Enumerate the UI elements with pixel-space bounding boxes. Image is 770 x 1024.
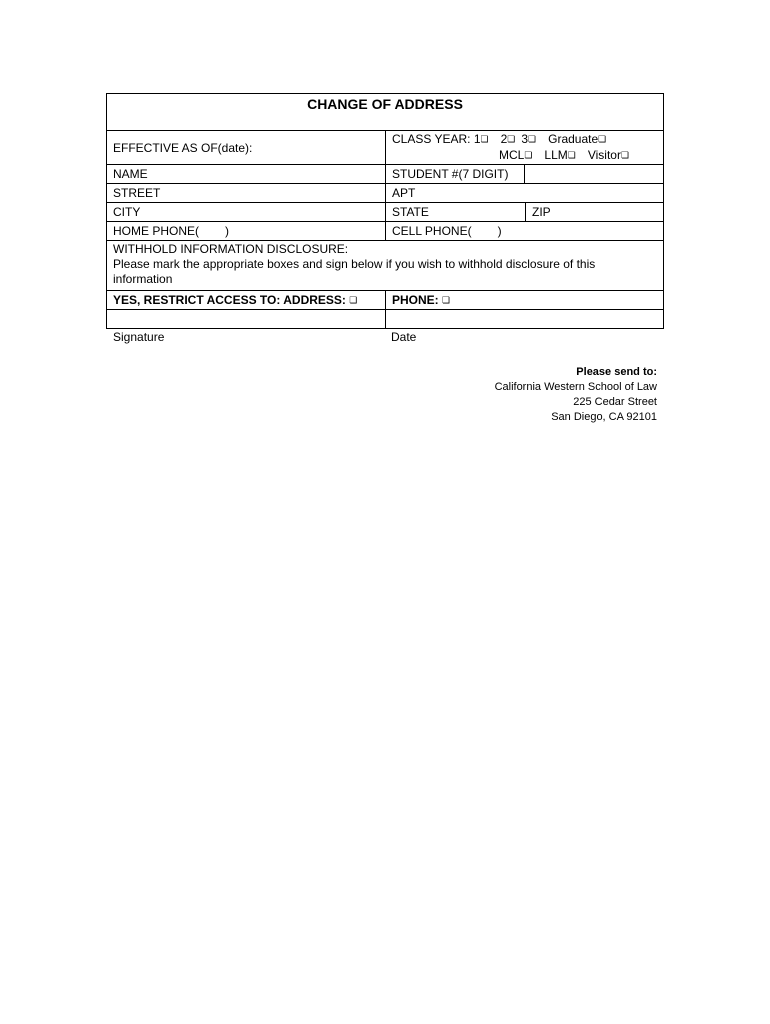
class-year-1-checkbox[interactable]: ❏ xyxy=(480,135,489,145)
student-number-input[interactable] xyxy=(525,165,663,183)
date-label: Date xyxy=(391,330,417,344)
signature-label: Signature xyxy=(113,330,165,344)
class-year-2-label: 2 xyxy=(500,132,508,146)
visitor-label: Visitor xyxy=(587,148,621,162)
class-year-3-label: 3 xyxy=(521,132,529,146)
name-row xyxy=(107,164,663,183)
effective-date-field[interactable] xyxy=(107,131,386,164)
home-phone-field[interactable] xyxy=(107,222,386,240)
city-label: CITY xyxy=(113,205,141,219)
withhold-heading: WITHHOLD INFORMATION DISCLOSURE: xyxy=(113,242,349,256)
phone-row xyxy=(107,221,663,240)
apt-label: APT xyxy=(392,186,416,200)
graduate-label: Graduate xyxy=(548,132,599,146)
city-field[interactable] xyxy=(107,203,386,221)
mcl-label: MCL xyxy=(499,148,525,162)
class-year-label: CLASS YEAR: 1 xyxy=(392,132,481,146)
restrict-address-label: YES, RESTRICT ACCESS TO: ADDRESS: xyxy=(113,293,346,307)
restrict-row xyxy=(107,290,663,309)
send-to-line-3: San Diego, CA 92101 xyxy=(551,411,657,423)
zip-label: ZIP xyxy=(532,205,551,219)
state-zip-field xyxy=(386,203,663,221)
mcl-checkbox[interactable]: ❏ xyxy=(524,151,533,161)
effective-date-label: EFFECTIVE AS OF(date): xyxy=(113,140,253,155)
send-to-line-2: 225 Cedar Street xyxy=(573,396,657,408)
change-of-address-form xyxy=(106,93,664,329)
restrict-phone-checkbox[interactable]: ❏ xyxy=(442,296,451,306)
effective-row xyxy=(107,130,663,164)
graduate-checkbox[interactable]: ❏ xyxy=(598,135,607,145)
cell-phone-close: ) xyxy=(497,224,502,238)
home-phone-close: ) xyxy=(225,224,230,238)
street-label: STREET xyxy=(113,186,161,200)
city-row xyxy=(107,202,663,221)
restrict-phone-field xyxy=(386,291,663,309)
form-title: CHANGE OF ADDRESS xyxy=(307,96,463,112)
state-label: STATE xyxy=(392,205,429,219)
street-field[interactable] xyxy=(107,184,386,202)
restrict-address-field xyxy=(107,291,386,309)
withhold-instructions: Please mark the appropriate boxes and sign below if you wish to withhold disclosure of this information xyxy=(113,257,596,286)
class-year-3-checkbox[interactable]: ❏ xyxy=(528,135,537,145)
mailing-address xyxy=(495,365,657,425)
class-year-2-checkbox[interactable]: ❏ xyxy=(507,135,516,145)
visitor-checkbox[interactable]: ❏ xyxy=(620,151,630,161)
signature-input[interactable] xyxy=(107,310,386,328)
send-to-heading: Please send to: xyxy=(576,366,657,378)
state-field[interactable] xyxy=(386,203,526,221)
home-phone-label: HOME PHONE( xyxy=(113,224,200,238)
student-number-field xyxy=(386,165,663,183)
llm-label: LLM xyxy=(544,148,568,162)
date-input[interactable] xyxy=(386,310,663,328)
zip-field[interactable] xyxy=(526,203,663,221)
name-field[interactable] xyxy=(107,165,386,183)
restrict-address-checkbox[interactable]: ❏ xyxy=(349,296,358,306)
class-year-line-1 xyxy=(392,132,657,148)
apt-field[interactable] xyxy=(386,184,663,202)
withhold-section xyxy=(107,241,663,290)
send-to-line-1: California Western School of Law xyxy=(494,381,657,393)
class-year-field xyxy=(386,131,663,164)
signature-input-row xyxy=(107,309,663,328)
name-label: NAME xyxy=(113,167,148,181)
student-number-label: STUDENT #(7 DIGIT) xyxy=(386,165,525,183)
withhold-row xyxy=(107,240,663,290)
street-row xyxy=(107,183,663,202)
cell-phone-label: CELL PHONE( xyxy=(392,224,472,238)
title-row xyxy=(107,94,663,130)
class-year-line-2 xyxy=(392,148,657,164)
llm-checkbox[interactable]: ❏ xyxy=(567,151,576,161)
cell-phone-field[interactable] xyxy=(386,222,663,240)
restrict-phone-label: PHONE: xyxy=(392,293,439,307)
